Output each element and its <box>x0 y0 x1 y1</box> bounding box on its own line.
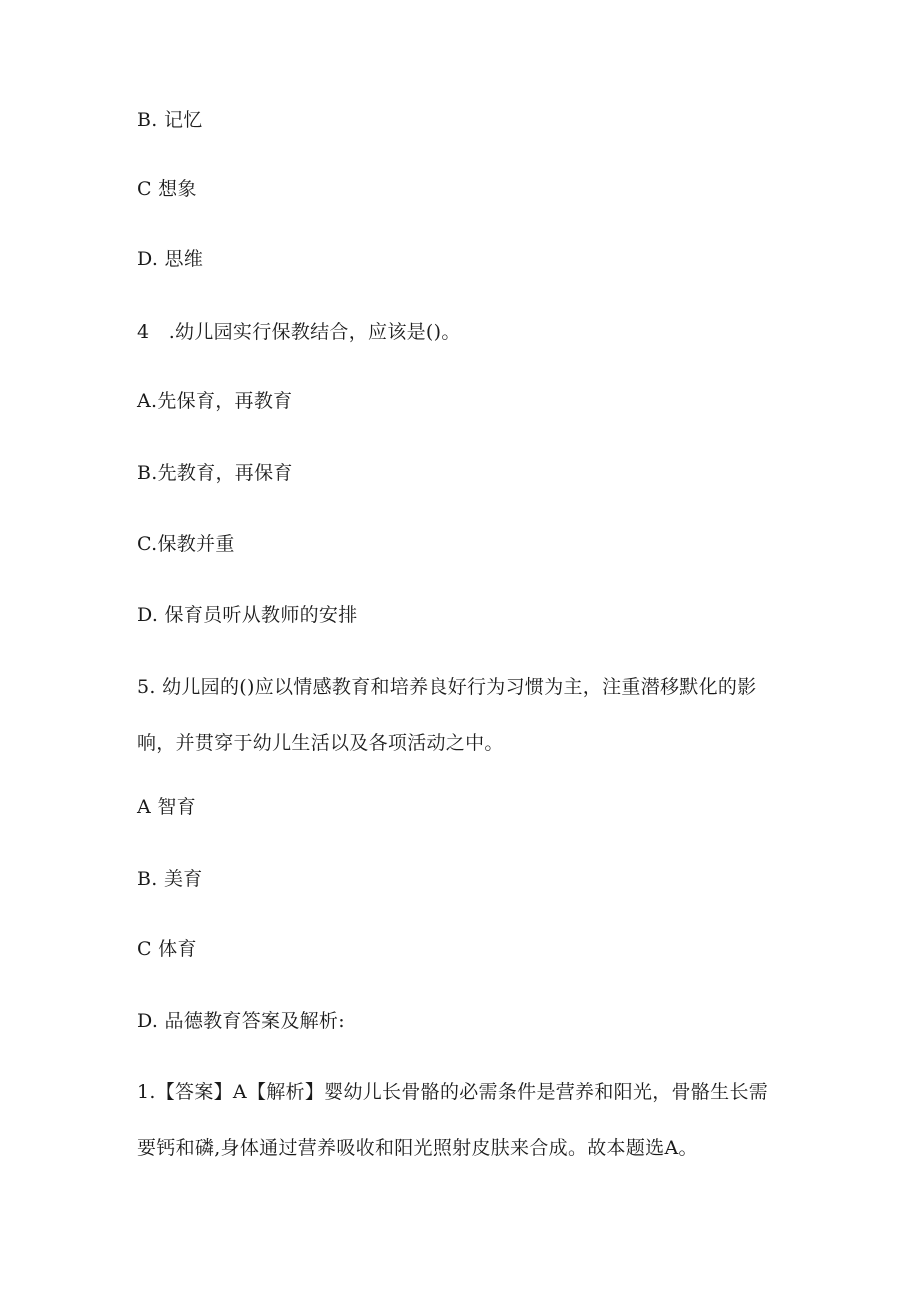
option-b-q4: B.先教育，再保育 <box>137 462 293 484</box>
option-d-thinking: D. 思维 <box>137 248 204 270</box>
answer-1-line-1: 1.【答案】A【解析】婴幼儿长骨骼的必需条件是营养和阳光，骨骼生长需 <box>137 1081 769 1103</box>
option-c-imagination: C 想象 <box>137 178 197 200</box>
question-5-line-1: 5. 幼儿园的()应以情感教育和培养良好行为习惯为主，注重潜移默化的影 <box>137 676 757 698</box>
question-4: 4 .幼儿园实行保教结合，应该是()。 <box>137 321 461 343</box>
option-b-memory: B. 记忆 <box>137 109 203 131</box>
option-d-q4: D. 保育员听从教师的安排 <box>137 604 358 626</box>
option-c-q5: C 体育 <box>137 938 197 960</box>
option-c-q4: C.保教并重 <box>137 533 235 555</box>
option-a-q4: A.先保育，再教育 <box>137 390 293 412</box>
question-5-line-2: 响，并贯穿于幼儿生活以及各项活动之中。 <box>137 732 504 754</box>
option-d-q5-answers-heading: D. 品德教育答案及解析: <box>137 1010 345 1032</box>
answer-1-line-2: 要钙和磷,身体通过营养吸收和阳光照射皮肤来合成。故本题选A。 <box>137 1137 698 1159</box>
option-a-q5: A 智育 <box>137 796 196 818</box>
option-b-q5: B. 美育 <box>137 868 203 890</box>
